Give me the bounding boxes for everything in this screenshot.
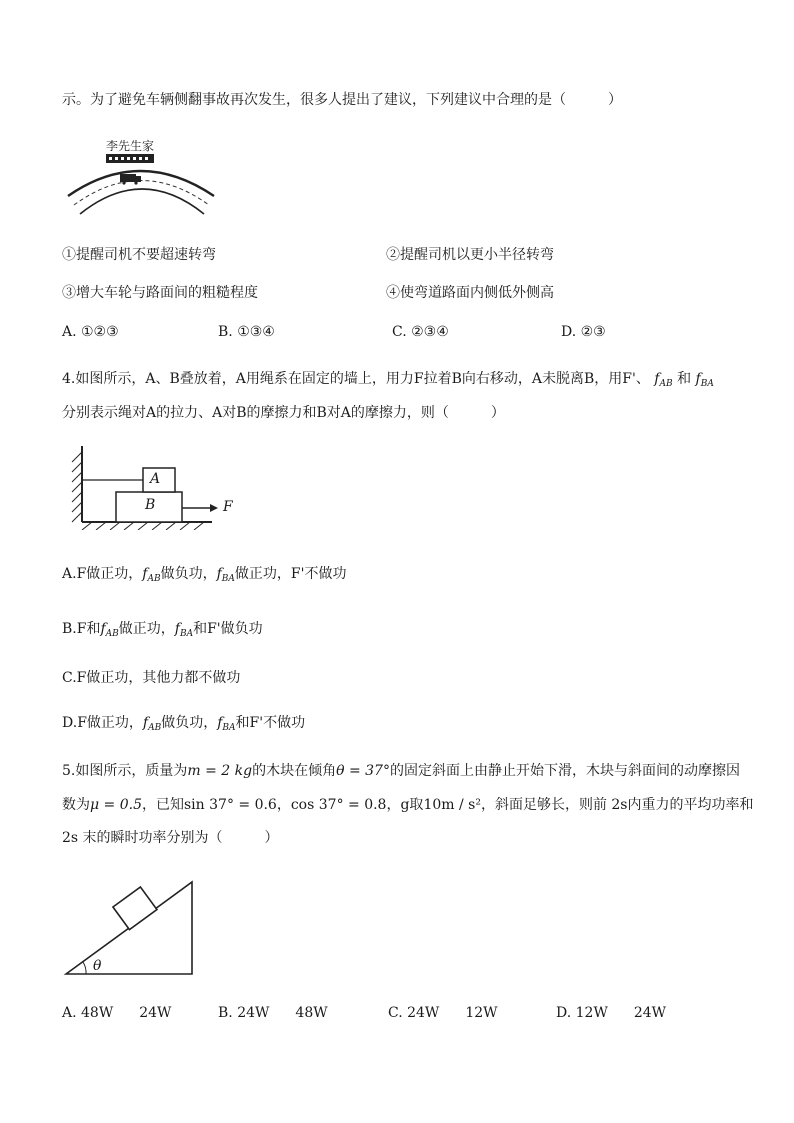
q3-option-d[interactable]: D. ②③ <box>561 324 606 340</box>
q4-option-a[interactable]: A.F做正功，$f_{AB}$做负功，$f_{BA}$做正功，F'不做功 <box>62 566 347 584</box>
q3-statement-3: ③增大车轮与路面间的粗糙程度 <box>62 285 258 301</box>
q3-option-c[interactable]: C. ②③④ <box>392 324 449 340</box>
q4-stacked-blocks-figure <box>66 444 246 530</box>
q3-statement-1: ①提醒司机不要超速转弯 <box>62 247 216 263</box>
q5-stem-line-1: 5.如图所示，质量为m = 2 kg的木块在倾角θ = 37°的固定斜面上由静止开始下滑，木块与斜面间的动摩擦因 <box>62 763 740 779</box>
q3-statement-4: ④使弯道路面内侧低外侧高 <box>386 285 554 301</box>
q5-incline-figure <box>62 868 198 980</box>
q5-option-b[interactable]: B. 24W 48W <box>218 1005 328 1021</box>
q5-figure-theta: θ <box>93 958 102 974</box>
q5-option-a[interactable]: A. 48W 24W <box>62 1005 172 1021</box>
q3-stem-tail: 示。为了避免车辆侧翻事故再次发生，很多人提出了建议，下列建议中合理的是（ ） <box>62 92 622 108</box>
q5-option-c[interactable]: C. 24W 12W <box>388 1005 498 1021</box>
q4-option-c[interactable]: C.F做正功，其他力都不做功 <box>62 670 241 686</box>
q4-figure-label-f: F <box>223 499 233 515</box>
q5-number: 5. <box>62 763 76 779</box>
q4-option-d[interactable]: D.F做正功，$f_{AB}$做负功，$f_{BA}$和F'不做功 <box>62 715 306 733</box>
q3-option-a[interactable]: A. ①②③ <box>62 324 119 340</box>
q5-stem-line-2: 数为μ = 0.5，已知sin 37° = 0.6，cos 37° = 0.8，g取10m / s²，斜面足够长，则前 2s内重力的平均功率和 <box>62 797 754 813</box>
q4-stem-line-1: 4.如图所示，A、B叠放着，A用绳系在固定的墙上，用力F拉着B向右移动，A未脱离B，用F'、 $f_{AB}$ 和 $f_{BA}$ <box>62 371 714 389</box>
q4-figure-label-b: B <box>145 497 156 513</box>
q4-option-b[interactable]: B.F和$f_{AB}$做正功，$f_{BA}$和F'做负功 <box>62 621 263 639</box>
q5-option-d[interactable]: D. 12W 24W <box>556 1005 667 1021</box>
q4-figure-label-a: A <box>150 471 161 487</box>
q3-option-b[interactable]: B. ①③④ <box>218 324 275 340</box>
q3-statement-2: ②提醒司机以更小半径转弯 <box>386 247 554 263</box>
q3-figure-sign: 李先生家 <box>106 139 155 153</box>
q4-stem-line-2: 分别表示绳对A的拉力、A对B的摩擦力和B对A的摩擦力，则（ ） <box>62 405 505 421</box>
q5-stem-line-3: 2s 末的瞬时功率分别为（ ） <box>62 830 279 846</box>
q4-number: 4. <box>62 371 76 387</box>
